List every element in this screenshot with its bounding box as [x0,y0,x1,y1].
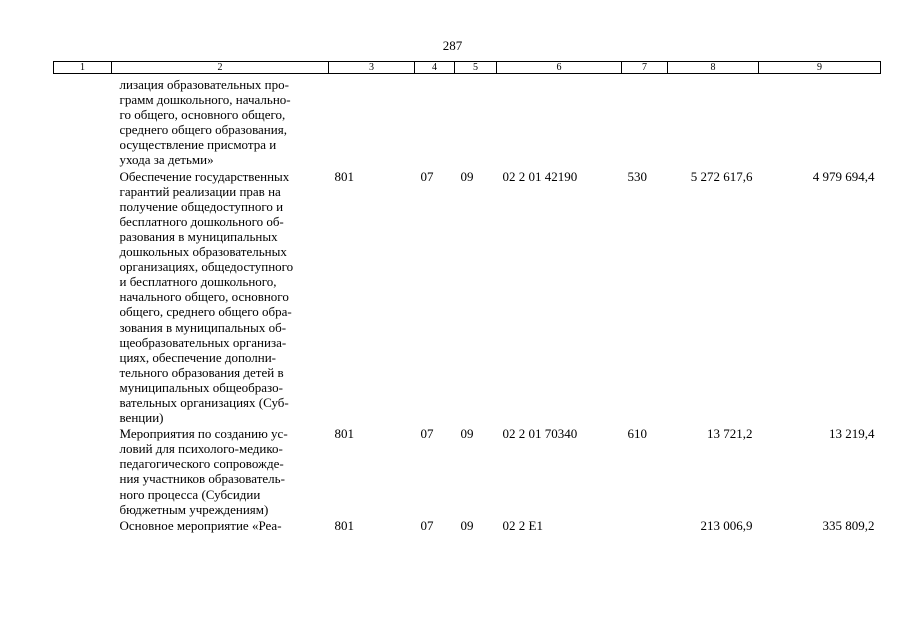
row-name: Обеспечение государственных гарантий реализации прав на получение общедоступного и бесплатного дошкольного об- разования в муниципальных дошкольных образовательных организациях, общедоступного и бесплатного дошкольного, начального общего, основного общего, среднего общего обра- зования в муниципальных об- щеобразовательных организа- циях, обеспечение дополни- тельного образования детей в муниципальных общеобразо- вательных организациях (Суб- венции) [119,168,294,426]
col-header-3: 3 [329,62,415,74]
row-csr: 02 2 E1 [502,517,543,533]
row-vr: 610 [627,426,647,442]
row-sum-2 [759,74,881,168]
row-name: лизация образовательных про- грамм дошкольного, начально- го общего, основного общего, среднего общего образования, осуществление присмотра и ухода за детьми» [119,77,291,168]
col-header-9: 9 [759,62,881,74]
row-ved: 801 [334,426,354,442]
row-sum-2: 4 979 694,4 [812,168,875,184]
col-header-7: 7 [622,62,668,74]
table-row [54,517,881,533]
row-sum-2: 335 809,2 [822,517,875,533]
row-rz: 07 [420,168,434,184]
row-index-cell [54,425,112,517]
row-rz: 07 [420,517,434,533]
row-sum-1 [668,74,759,168]
col-header-2: 2 [112,62,329,74]
row-sum-1: 5 272 617,6 [690,168,753,184]
row-ved: 801 [334,517,354,533]
row-index-cell [54,168,112,426]
row-pr: 09 [460,168,474,184]
row-name: Основное мероприятие «Реа- [119,517,282,533]
row-vr: 530 [627,168,647,184]
page-number: 287 [442,38,463,53]
row-pr: 09 [460,426,474,442]
row-pr: 09 [460,517,474,533]
row-csr [497,74,622,168]
row-sum-2: 13 219,4 [829,426,875,442]
row-index-cell [54,517,112,533]
row-sum-1: 213 006,9 [700,517,753,533]
row-csr: 02 2 01 42190 [502,168,578,184]
row-index-cell [54,74,112,168]
col-header-6: 6 [497,62,622,74]
budget-table [53,61,881,533]
col-header-8: 8 [668,62,759,74]
row-pr [455,74,497,168]
row-ved: 801 [334,168,354,184]
row-vr [622,74,668,168]
row-csr: 02 2 01 70340 [502,426,578,442]
table-row [54,168,881,426]
row-rz [415,74,455,168]
table-row [54,74,881,168]
row-vr [622,517,668,533]
col-header-1: 1 [54,62,112,74]
col-header-4: 4 [415,62,455,74]
row-rz: 07 [420,426,434,442]
row-ved [329,74,415,168]
col-header-5: 5 [455,62,497,74]
row-name: Мероприятия по созданию ус- ловий для психолого-медико- педагогического сопровожде- ния участников образователь- ного процесса (Субсидии бюджетным учреждениям) [119,426,288,517]
column-number-row [54,62,881,74]
row-sum-1: 13 721,2 [707,426,753,442]
table-row [54,425,881,517]
